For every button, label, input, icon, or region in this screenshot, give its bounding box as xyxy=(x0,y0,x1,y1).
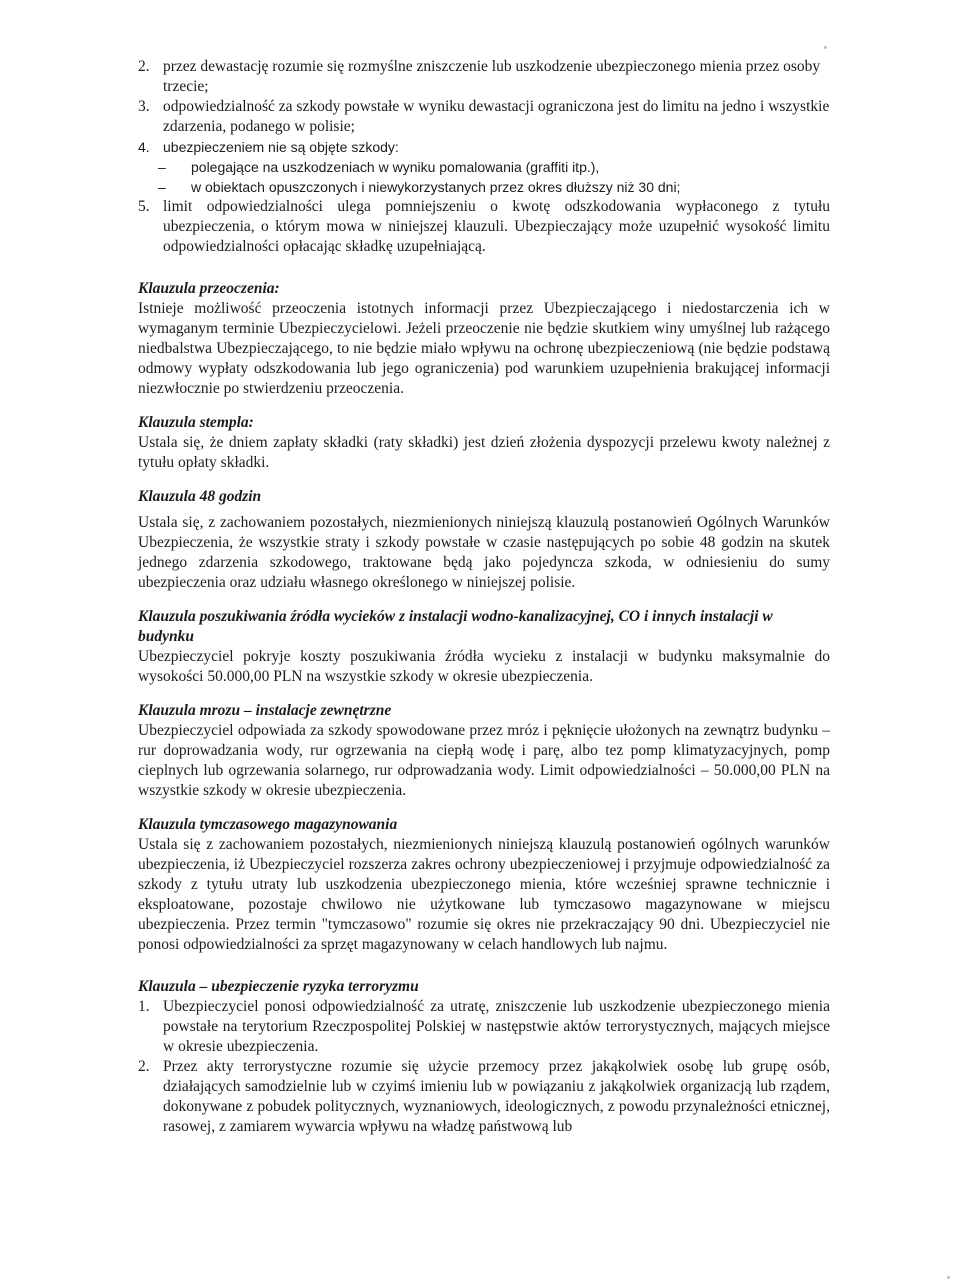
list-text: odpowiedzialność za szkody powstałe w wyniku dewastacji ograniczona jest do limitu na jedno i wszystkie zdarzenia, podanego w polisie; xyxy=(163,98,830,135)
sub-list-item xyxy=(138,157,830,177)
sub-list-text: polegające na uszkodzeniach w wyniku pomalowania (graffiti itp.), xyxy=(191,159,600,175)
list-text: ubezpieczeniem nie są objęte szkody: xyxy=(163,139,399,155)
dash-bullet: – xyxy=(158,159,166,175)
list-item xyxy=(138,997,830,1057)
list-number: 2. xyxy=(138,58,150,75)
clause-text: Ubezpieczyciel odpowiada za szkody spowodowane przez mróz i pęknięcie ułożonych na zewnątrz budynku – rur doprowadzania wody, rur ogrzewania na ciepłą wodę i parę, albo tez pomp klimatyzacyjnych, pomp cieplnych lub ogrzewania solarnego, rur odprowadzania wody. Limit odpowiedzialności – 50.000,00 PLN na wszystkie szkody w okresie ubezpieczenia. xyxy=(138,722,830,799)
sub-list-text: w obiektach opuszczonych i niewykorzystanych przez okres dłuższy niż 30 dni; xyxy=(191,179,681,195)
list-number: 3. xyxy=(138,98,150,115)
clause-title: Klauzula stempla: xyxy=(138,414,254,431)
clause-title: Klauzula poszukiwania źródła wycieków z instalacji wodno-kanalizacyjnej, CO i innych instalacji w budynku xyxy=(138,608,773,645)
list-item xyxy=(138,97,830,137)
list-item xyxy=(138,57,830,97)
document-body xyxy=(138,57,830,1137)
list-number: 5. xyxy=(138,198,150,215)
clause-text: Istnieje możliwość przeoczenia istotnych informacji przez Ubezpieczającego i niedostarczenia ich w wymaganym terminie Ubezpieczycielowi. Jeżeli przeoczenie nie będzie skutkiem winy umyślnej lub rażącego niedbalstwa Ubezpieczającego, to nie będzie miało wpływu na ochronę ubezpieczeniową (nie będzie podstawą odmowy wypłaty odszkodowania lub jego ograniczenia) pod warunkiem uzupełnienia brakującej informacji niezwłocznie po stwierdzeniu przeoczenia. xyxy=(138,300,830,397)
clause-48-godzin xyxy=(138,487,830,593)
list-number: 4. xyxy=(138,139,150,155)
clause-text: Ustala się, z zachowaniem pozostałych, niezmienionych niniejszą klauzulą postanowień Ogólnych Warunków Ubezpieczenia, że wszystkie straty i szkody powstałe w czasie następujących po sobie 48 godzin na skutek jednego zdarzenia szkodowego, traktowane będą jako pojedyncza szkoda, w odniesieniu do sumy ubezpieczenia oraz udziału własnego określonego w niniejszej polisie. xyxy=(138,514,830,591)
clause-title: Klauzula przeoczenia: xyxy=(138,280,280,297)
clause-magazynowania xyxy=(138,815,830,955)
clause-mrozu xyxy=(138,701,830,801)
clause-przeoczenia xyxy=(138,279,830,399)
clause-wyciekow xyxy=(138,607,830,687)
sub-list-item xyxy=(138,177,830,197)
scan-speck xyxy=(947,1276,950,1279)
clause-title: Klauzula 48 godzin xyxy=(138,488,262,505)
list-item xyxy=(138,137,830,157)
clause-title: Klauzula tymczasowego magazynowania xyxy=(138,816,398,833)
dash-bullet: – xyxy=(158,179,166,195)
clause-terroryzmu xyxy=(138,977,830,1137)
list-number: 2. xyxy=(138,1058,150,1075)
list-number: 1. xyxy=(138,998,150,1015)
list-text: przez dewastację rozumie się rozmyślne zniszczenie lub uszkodzenie ubezpieczonego mienia przez osoby trzecie; xyxy=(163,58,821,95)
list-text: Ubezpieczyciel ponosi odpowiedzialność za utratę, zniszczenie lub uszkodzenie ubezpieczonego mienia powstałe na terytorium Rzeczpospolitej Polskiej w następstwie aktów terrorystycznych, mających miejsce w okresie ubezpieczenia. xyxy=(163,998,830,1055)
clause-text: Ustala się z zachowaniem pozostałych, niezmienionych niniejszą klauzulą postanowień ogólnych warunków ubezpieczenia, iż Ubezpieczyciel rozszerza zakres ochrony ubezpieczeniowej i przyjmuje odpowiedzialność za szkody z tytułu utraty lub uszkodzenia ubezpieczonego mienia, które wcześniej sprawne technicznie i eksploatowane, pozostaje chwilowo nie użytkowane lub tymczasowo magazynowane w miejscu ubezpieczenia. Przez termin "tymczasowo" rozumie się okres nie przekraczający 90 dni. Ubezpieczyciel nie ponosi odpowiedzialności za sprzęt magazynowany w celach handlowych lub najmu. xyxy=(138,836,830,953)
clause-title: Klauzula mrozu – instalacje zewnętrzne xyxy=(138,702,392,719)
list-text: Przez akty terrorystyczne rozumie się użycie przemocy przez jakąkolwiek osobę lub grupę osób, działających samodzielnie lub w czyimś imieniu lub w powiązaniu z jakąkolwiek organizacją lub rządem, dokonywane z pobudek politycznych, wyznaniowych, ideologicznych, z powodu przynależności etnicznej, rasowej, z zamiarem wywarcia wpływu na władzę państwową lub xyxy=(163,1058,830,1135)
clause-text: Ustala się, że dniem zapłaty składki (raty składki) jest dzień złożenia dyspozycji przelewu kwoty należnej z tytułu opłaty składki. xyxy=(138,434,830,471)
clause-title: Klauzula – ubezpieczenie ryzyka terroryzmu xyxy=(138,978,419,995)
list-text: limit odpowiedzialności ulega pomniejszeniu o kwotę odszkodowania wypłaconego z tytułu ubezpieczenia, o którym mowa w niniejszej klauzuli. Ubezpieczający może uzupełnić wysokość limitu odpowiedzialności opłacając składkę uzupełniającą. xyxy=(163,198,830,255)
list-item xyxy=(138,1057,830,1137)
clause-text: Ubezpieczyciel pokryje koszty poszukiwania źródła wycieku z instalacji w budynku maksymalnie do wysokości 50.000,00 PLN na wszystkie szkody w okresie ubezpieczenia. xyxy=(138,648,830,685)
scan-speck xyxy=(824,46,827,49)
list-item xyxy=(138,197,830,257)
clause-stempla xyxy=(138,413,830,473)
